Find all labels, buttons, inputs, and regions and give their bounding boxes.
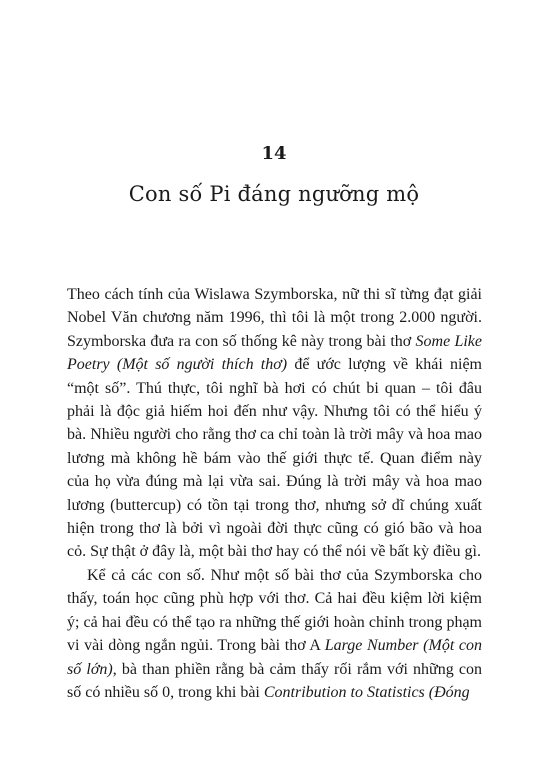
text-run: Kể cả các con số. Như một số bài thơ của Szymborska cho thấy, toán học cũng phù hợp với thơ. Cả hai đều kiệm lời kiệm ý; cả hai đều có thể tạo ra những thế giới hoàn chỉnh trong phạm vi vài dòng ngắn ngủi. Trong bài thơ A [67, 566, 482, 655]
chapter-number: 14 [261, 143, 287, 164]
italic-title-run: Contribution to Statistics (Đóng [263, 683, 470, 701]
chapter-title: Con số Pi đáng ngưỡng mộ [128, 182, 420, 206]
text-run: , bà than phiền rằng bà cảm thấy rối rắm với những con số có nhiều số 0, trong khi bài [67, 660, 483, 701]
text-run: Theo cách tính của Wislawa Szymborska, nữ thi sĩ từng đạt giải Nobel Văn chương năm 1996, thì tôi là một trong 2.000 người. Szymborska đưa ra con số thống kê này trong bài thơ [67, 286, 482, 350]
text-run: để ước lượng về khái niệm “một số”. Thú thực, tôi nghĩ bà hơi có chút bi quan – tôi đâu phải là độc giả hiếm hoi đến như vậy. Nhưng tôi có thể hiểu ý bà. Nhiều người cho rằng thơ ca chỉ toàn là trời mây và hoa mao lương mà không hề bám vào thế giới thực tế. Quan điểm này của họ vừa đúng mà lại vừa sai. Đúng là trời mây và hoa mao lương (buttercup) có tồn tại trong thơ, nhưng sở dĩ chúng xuất hiện trong thơ là bởi vì ngoài đời thực cũng có gió bão và hoa cỏ. Sự thật ở đây là, một bài thơ hay có thể nói về bất kỳ điều gì. [67, 356, 482, 561]
italic-title-run: Some Like Poetry (Một số người thích thơ) [67, 332, 482, 374]
body-text [67, 283, 482, 704]
italic-title-run: Large Number (Một con số lớn) [67, 637, 483, 678]
paragraph [67, 564, 482, 704]
paragraph [67, 283, 482, 564]
